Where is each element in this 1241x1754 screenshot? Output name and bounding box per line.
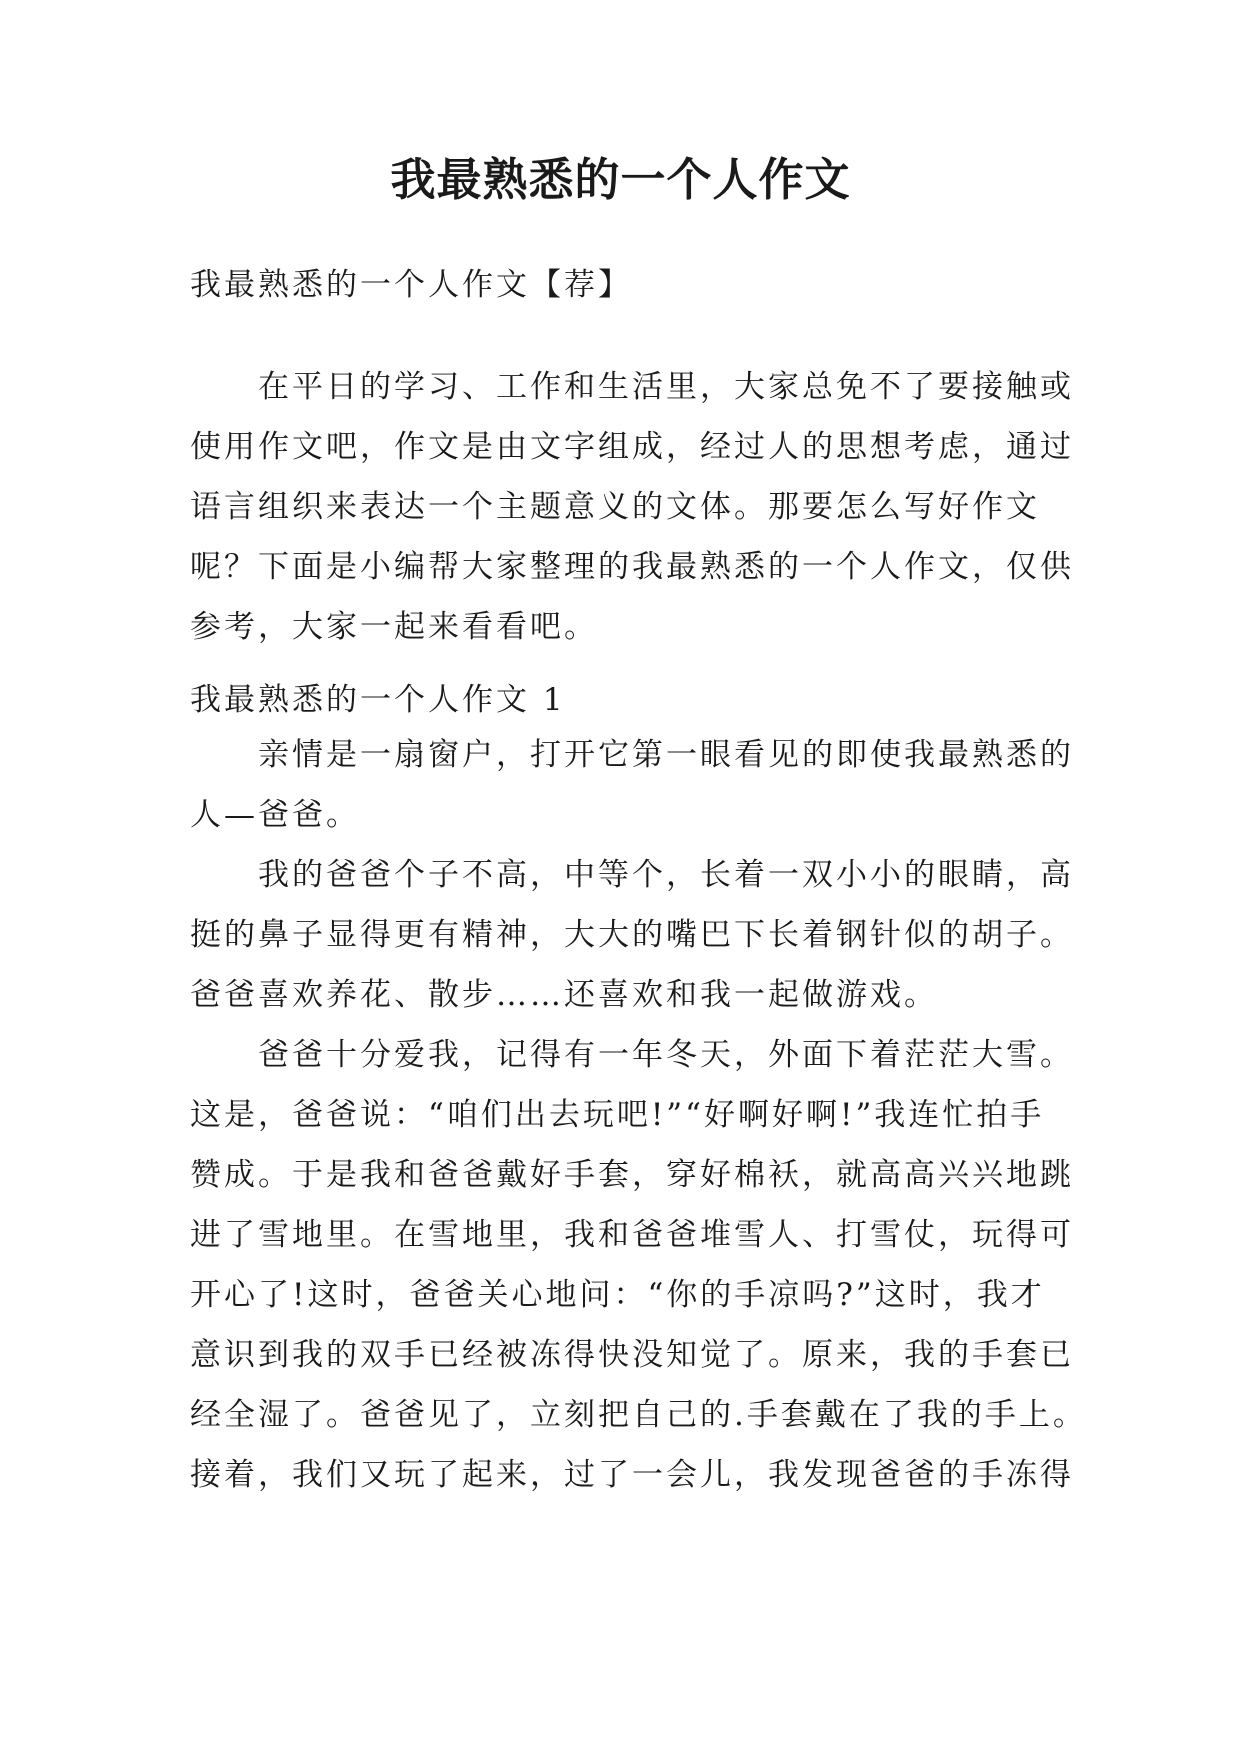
section-heading xyxy=(190,670,1060,730)
intro-line: 使用作文吧，作文是由文字组成，经过人的思想考虑，通过 xyxy=(190,429,1074,465)
intro-line: 参考，大家一起来看看吧。 xyxy=(190,609,598,645)
intro-paragraph xyxy=(190,357,1074,657)
body-line: 开心了!这时，爸爸关心地问：“你的手凉吗?”这时，我才 xyxy=(190,1277,1045,1313)
document-subtitle xyxy=(190,255,1060,315)
intro-line: 语言组织来表达一个主题意义的文体。那要怎么写好作文 xyxy=(190,489,1040,525)
intro-line: 在平日的学习、工作和生活里，大家总免不了要接触或 xyxy=(258,369,1074,405)
body-line: 意识到我的双手已经被冻得快没知觉了。原来，我的手套已 xyxy=(190,1337,1074,1373)
section-heading-text: 我最熟悉的一个人作文 1 xyxy=(190,682,566,718)
body-line: 亲情是一扇窗户，打开它第一眼看见的即使我最熟悉的 xyxy=(258,737,1074,773)
body-line: 经全湿了。爸爸见了，立刻把自己的.手套戴在了我的手上。 xyxy=(190,1397,1087,1433)
subtitle-text: 我最熟悉的一个人作文【荐】 xyxy=(190,267,632,303)
body-line: 挺的鼻子显得更有精神，大大的嘴巴下长着钢针似的胡子。 xyxy=(190,917,1074,953)
body-line: 进了雪地里。在雪地里，我和爸爸堆雪人、打雪仗，玩得可 xyxy=(190,1217,1074,1253)
body-line: 这是，爸爸说：“咱们出去玩吧!”“好啊好啊!”我连忙拍手 xyxy=(190,1097,1045,1133)
document-title: 我最熟悉的一个人作文 xyxy=(390,153,851,206)
intro-line: 呢？下面是小编帮大家整理的我最熟悉的一个人作文，仅供 xyxy=(190,549,1074,585)
body-line: 爸爸十分爱我，记得有一年冬天，外面下着茫茫大雪。 xyxy=(258,1037,1074,1073)
essay-body xyxy=(190,725,1087,1505)
body-line: 爸爸喜欢养花、散步……还喜欢和我一起做游戏。 xyxy=(190,977,938,1013)
body-line: 接着，我们又玩了起来，过了一会儿，我发现爸爸的手冻得 xyxy=(190,1457,1074,1493)
body-line: 人—爸爸。 xyxy=(190,797,360,833)
body-line: 赞成。于是我和爸爸戴好手套，穿好棉袄，就高高兴兴地跳 xyxy=(190,1157,1074,1193)
body-line: 我的爸爸个子不高，中等个，长着一双小小的眼睛，高 xyxy=(258,857,1074,893)
